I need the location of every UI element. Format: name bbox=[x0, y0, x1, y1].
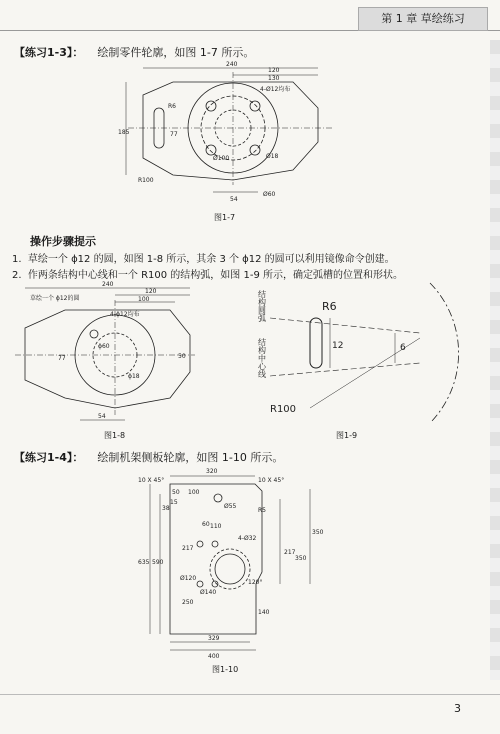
dim-d55: Ø55 bbox=[224, 503, 237, 510]
dim-d100: Ø100 bbox=[213, 155, 230, 162]
dim-100: 100 bbox=[138, 296, 150, 303]
dim-217-right: 217 bbox=[284, 549, 296, 556]
figure-1-9-caption: 图1-9 bbox=[336, 431, 358, 440]
dim-77: 77 bbox=[170, 131, 178, 138]
page-edge-stripe bbox=[490, 40, 500, 680]
dim-chamfer-right: 10 X 45° bbox=[258, 477, 285, 484]
chapter-title: 第 1 章 草绘练习 bbox=[358, 7, 488, 31]
step-1 bbox=[12, 250, 395, 265]
dim-54: 54 bbox=[230, 196, 238, 203]
dim-38: 38 bbox=[162, 505, 170, 512]
dim-250: 250 bbox=[182, 599, 194, 606]
dim-holes: 4-ϕ12均布 bbox=[110, 311, 140, 318]
exercise-label: 【练习1-3】： bbox=[14, 46, 84, 59]
dim-60: 60 bbox=[202, 521, 210, 528]
exercise-1-4 bbox=[14, 449, 283, 465]
figure-1-10-caption: 图1-10 bbox=[212, 665, 239, 674]
dim-chamfer-left: 10 X 45° bbox=[138, 477, 165, 484]
dim-100: 100 bbox=[188, 489, 200, 496]
dim-120deg: 120° bbox=[248, 579, 263, 586]
dim-329: 329 bbox=[208, 635, 220, 642]
dim-r100: R100 bbox=[270, 404, 297, 415]
dim-d60: ϕ60 bbox=[98, 343, 110, 350]
exercise-label: 【练习1-4】： bbox=[14, 451, 84, 464]
step-text: 草绘一个 ϕ12 的圆，如图 1-8 所示，其余 3 个 ϕ12 的圆可以利用镜像命令创建。 bbox=[27, 254, 395, 265]
figure-1-9 bbox=[250, 278, 482, 428]
label-construction-centerline: 结构中心线 bbox=[257, 338, 267, 378]
dim-240: 240 bbox=[102, 281, 114, 288]
dim-d18: ϕ18 bbox=[128, 373, 140, 380]
dim-holes: 4-Ø32 bbox=[238, 535, 257, 542]
dim-d60: Ø60 bbox=[263, 191, 276, 198]
dim-d140: Ø140 bbox=[200, 589, 217, 596]
dim-130: 130 bbox=[268, 75, 280, 82]
footer-rule bbox=[0, 694, 500, 695]
page-number: 3 bbox=[454, 702, 461, 715]
figure-1-7 bbox=[118, 60, 338, 205]
exercise-1-3 bbox=[14, 44, 254, 60]
dim-350-outer: 350 bbox=[312, 529, 324, 536]
dim-350-inner: 350 bbox=[295, 555, 307, 562]
exercise-text: 绘制零件轮廓，如图 1-7 所示。 bbox=[97, 46, 255, 59]
dim-77: 77 bbox=[58, 355, 66, 362]
dim-590: 590 bbox=[152, 559, 164, 566]
page-header bbox=[0, 0, 500, 34]
steps-title: 操作步骤提示 bbox=[30, 235, 96, 248]
dim-50: 50 bbox=[178, 353, 186, 360]
dim-12: 12 bbox=[332, 341, 344, 351]
dim-217-left: 217 bbox=[182, 545, 194, 552]
dim-holes: 4-Ø12均布 bbox=[260, 86, 291, 93]
dim-54: 54 bbox=[98, 413, 106, 420]
dim-140: 140 bbox=[258, 609, 270, 616]
exercise-text: 绘制机架侧板轮廓，如图 1-10 所示。 bbox=[97, 451, 284, 464]
dim-r6: R6 bbox=[322, 300, 337, 313]
step-number: 1. bbox=[12, 254, 22, 265]
figure-1-7-caption: 图1-7 bbox=[214, 213, 236, 222]
figure-1-8-caption: 图1-8 bbox=[104, 431, 126, 440]
dim-r6: R6 bbox=[168, 103, 176, 110]
step-number: 2. bbox=[12, 270, 22, 281]
dim-240: 240 bbox=[226, 61, 238, 68]
figure-1-10 bbox=[130, 464, 350, 660]
dim-320: 320 bbox=[206, 468, 218, 475]
dim-120: 120 bbox=[268, 67, 280, 74]
dim-635: 635 bbox=[138, 559, 150, 566]
dim-d120: Ø120 bbox=[180, 575, 197, 582]
dim-r5: R5 bbox=[258, 507, 266, 514]
dim-15: 15 bbox=[170, 499, 178, 506]
sketch-note: 草绘一个 ϕ12的圆 bbox=[30, 295, 80, 302]
dim-6: 6 bbox=[400, 343, 406, 353]
dim-r100: R100 bbox=[138, 177, 154, 184]
dim-110: 110 bbox=[210, 523, 222, 530]
dim-50: 50 bbox=[172, 489, 180, 496]
figure-1-8 bbox=[10, 280, 200, 428]
dim-185: 185 bbox=[118, 129, 130, 136]
label-construction-arc: 结构圆弧 bbox=[257, 290, 267, 322]
step-text: 作两条结构中心线和一个 R100 的结构弧，如图 1-9 所示，确定弧槽的位置和形状。 bbox=[27, 270, 403, 281]
dim-400: 400 bbox=[208, 653, 220, 660]
dim-120: 120 bbox=[145, 288, 157, 295]
dim-d18: Ø18 bbox=[266, 153, 279, 160]
